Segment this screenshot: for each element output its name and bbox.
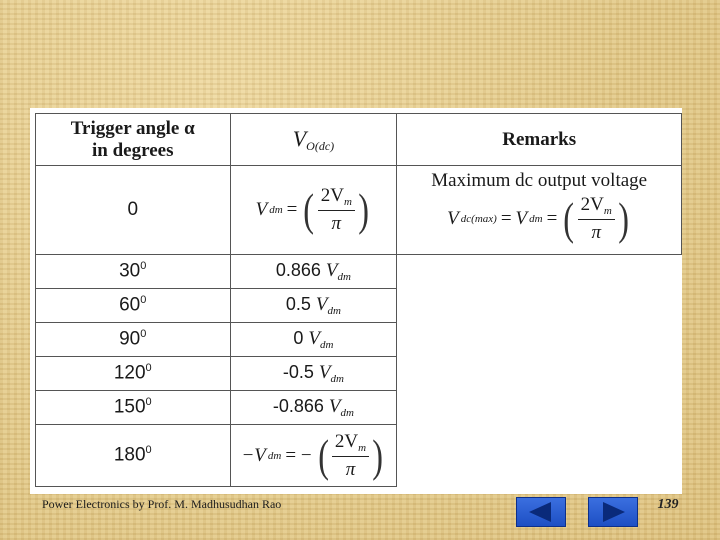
remark-cell <box>397 166 682 255</box>
vo-cell <box>230 166 397 255</box>
remark-empty-cell <box>397 255 682 487</box>
vo-cell <box>230 391 397 425</box>
vdcmax-subscript: dc(max) <box>460 213 497 225</box>
vo-number: 0.5 <box>285 294 311 314</box>
degree-sup: 0 <box>145 396 152 409</box>
vdm-subscript: dm <box>269 204 283 216</box>
fraction-denominator-b: π <box>591 222 602 243</box>
neg-vdm-formula <box>241 431 385 481</box>
angle-value: 90 <box>119 328 141 350</box>
left-triangle-icon <box>517 498 565 526</box>
table-row <box>36 255 682 289</box>
table-panel <box>30 108 682 494</box>
degree-sup: 0 <box>140 328 147 341</box>
vdcmax-formula <box>447 194 631 244</box>
fraction-b <box>578 194 615 244</box>
vo-cell <box>230 323 397 357</box>
paren-close-b: ) <box>618 193 629 244</box>
header-trigger-angle <box>36 114 231 166</box>
vo-number: -0.866 <box>272 396 324 416</box>
vo-cell <box>230 289 397 323</box>
previous-slide-button[interactable] <box>516 497 566 527</box>
vdm-symbol-b: V <box>515 208 528 229</box>
fraction-numerator <box>318 185 355 211</box>
angle-value: 180 <box>113 444 146 466</box>
angle-cell <box>36 425 231 487</box>
header-angle-line2: in degrees <box>92 139 174 161</box>
paren-open: ( <box>303 184 315 235</box>
vo-number: 0 <box>293 328 304 348</box>
degree-sup: 0 <box>145 444 152 457</box>
paren-open-c: ( <box>317 429 329 481</box>
header-vo-subscript: O(dc) <box>306 138 335 153</box>
paren-close: ) <box>358 184 369 235</box>
angle-cell <box>36 323 231 357</box>
next-slide-button[interactable] <box>588 497 638 527</box>
fraction-denominator-c: π <box>345 458 356 480</box>
paren-close-c: ) <box>372 429 384 481</box>
numerator-m: m <box>343 196 352 208</box>
vdm-subscript-b: dm <box>529 213 543 225</box>
page-number: 139 <box>657 497 679 512</box>
vo-subscript: dm <box>320 339 334 351</box>
table-row <box>36 166 682 255</box>
vo-number: -0.5 <box>282 362 314 382</box>
angle-value: 0 <box>127 199 139 220</box>
header-vo <box>230 114 397 166</box>
paren-open-b: ( <box>563 193 575 244</box>
vo-cell <box>230 255 397 289</box>
degree-sup: 0 <box>140 294 147 307</box>
header-vo-symbol: V <box>292 125 307 151</box>
right-triangle-icon <box>589 498 637 526</box>
vo-symbol: V <box>325 260 338 281</box>
vo-subscript: dm <box>337 271 351 283</box>
vo-symbol: V <box>318 362 331 383</box>
neg-equals-sign: = − <box>285 444 312 466</box>
fraction <box>318 185 355 235</box>
header-remarks: Remarks <box>397 114 682 166</box>
fraction-numerator-b <box>578 194 615 220</box>
angle-cell <box>36 255 231 289</box>
vo-symbol: V <box>328 396 341 417</box>
angle-cell <box>36 166 231 255</box>
fraction-denominator: π <box>331 213 342 234</box>
fraction-c <box>332 431 369 481</box>
angle-value: 150 <box>113 396 146 418</box>
header-angle-line1: Trigger angle α <box>70 117 195 139</box>
vo-subscript: dm <box>330 373 344 385</box>
angle-cell <box>36 391 231 425</box>
angle-value: 60 <box>119 294 141 316</box>
vo-subscript: dm <box>340 407 354 419</box>
vo-cell <box>230 425 397 487</box>
vo-symbol: V <box>315 294 328 315</box>
firing-angle-table <box>35 113 682 487</box>
neg-vdm-subscript: dm <box>267 449 282 462</box>
equals-sign: = <box>286 199 298 220</box>
numerator-2v: 2V <box>320 185 344 206</box>
vo-symbol: V <box>308 328 321 349</box>
angle-value: 30 <box>119 260 141 282</box>
numerator-m-c: m <box>358 441 367 454</box>
table-header-row <box>36 114 682 166</box>
angle-cell <box>36 357 231 391</box>
numerator-2v-b: 2V <box>580 194 604 215</box>
vo-subscript: dm <box>327 305 341 317</box>
degree-sup: 0 <box>145 362 152 375</box>
vo-cell <box>230 357 397 391</box>
equals-sign-b: = <box>546 208 558 229</box>
degree-sup: 0 <box>140 260 147 273</box>
numerator-2v-c: 2V <box>334 430 359 452</box>
fraction-numerator-c <box>332 431 369 457</box>
angle-value: 120 <box>113 362 146 384</box>
vdm-symbol: V <box>255 199 268 220</box>
angle-cell <box>36 289 231 323</box>
equals-sign-a: = <box>500 208 512 229</box>
vdm-formula <box>256 185 372 235</box>
neg-vdm-symbol: −V <box>241 444 266 466</box>
numerator-m-b: m <box>603 205 612 217</box>
footer-credit: Power Electronics by Prof. M. Madhusudhan Rao <box>42 497 282 511</box>
vdcmax-symbol: V <box>447 208 459 229</box>
vo-number: 0.866 <box>275 260 321 280</box>
remark-text: Maximum dc output voltage <box>431 170 648 191</box>
